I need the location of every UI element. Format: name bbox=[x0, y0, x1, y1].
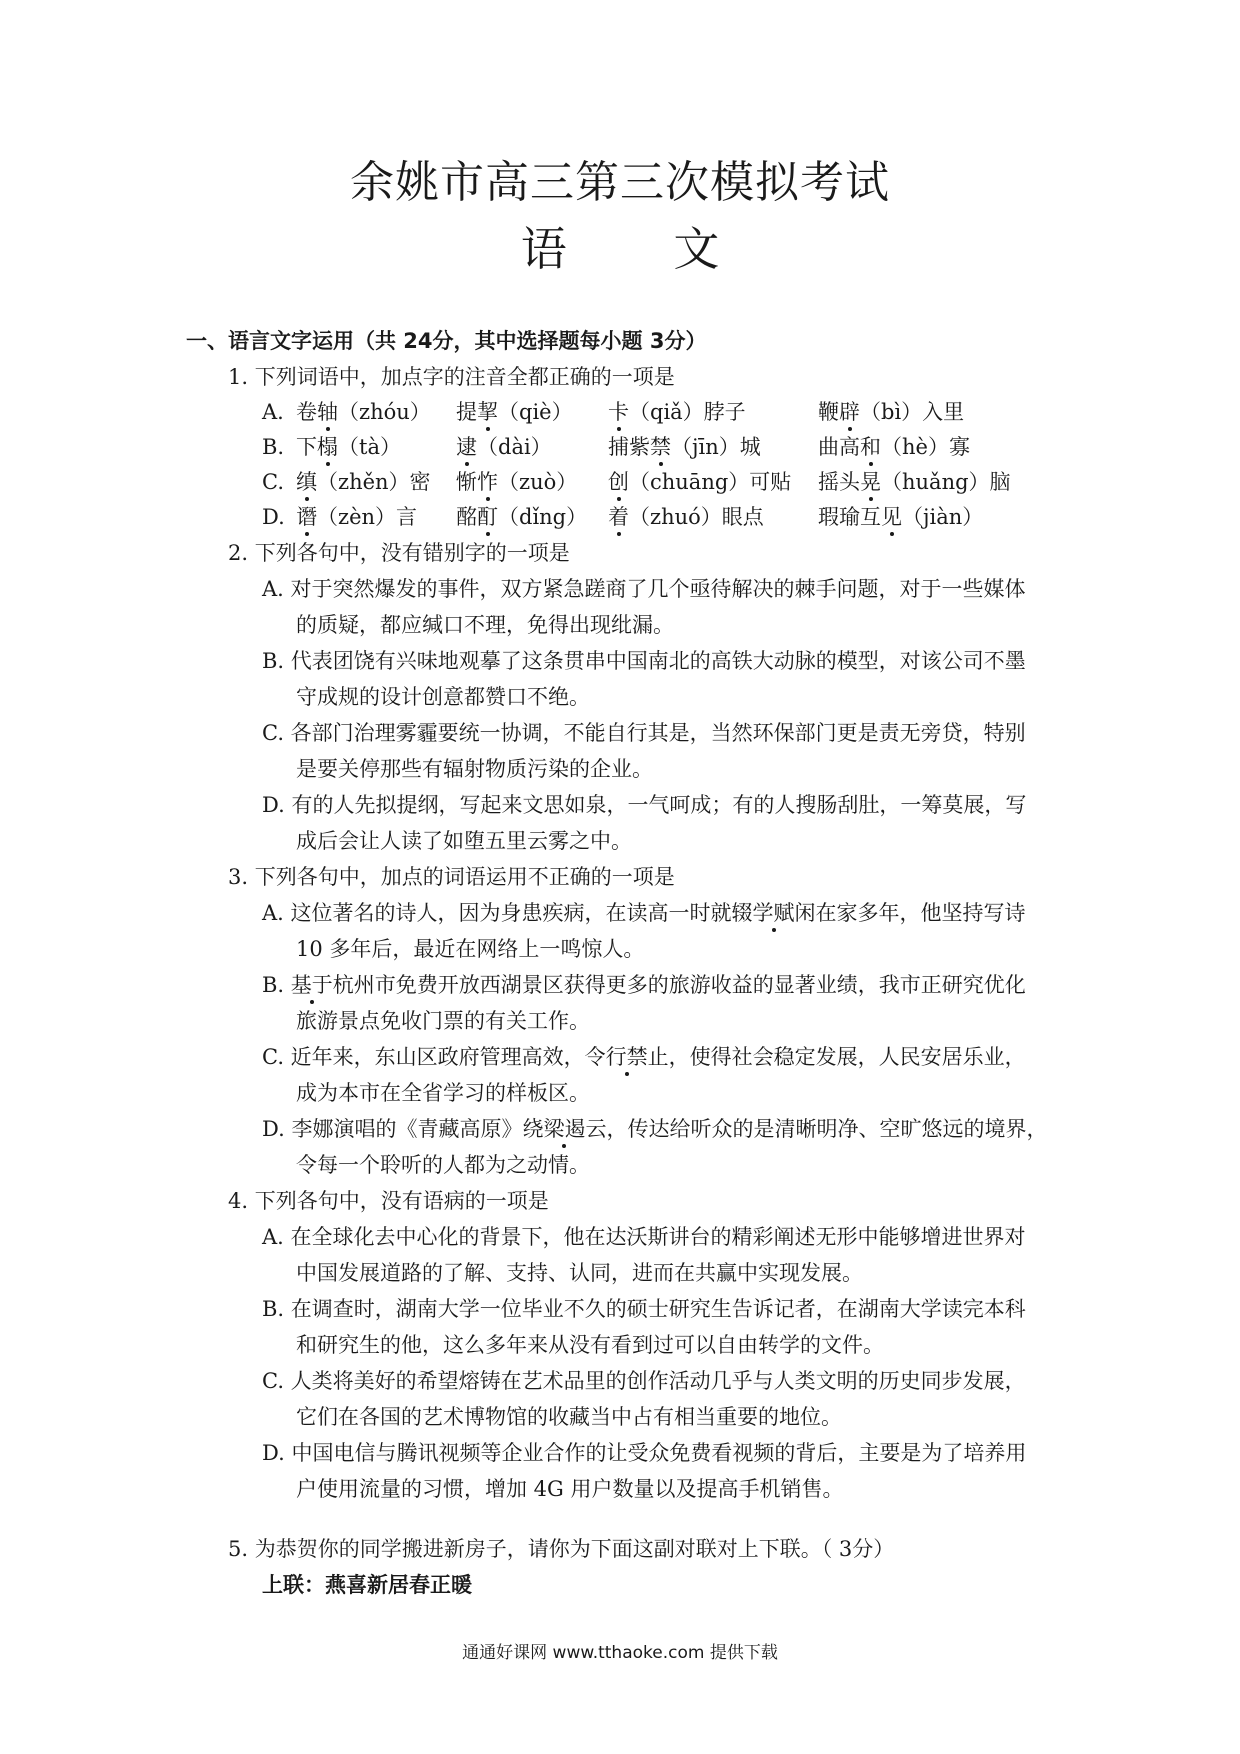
subject-char-2: 文 bbox=[673, 222, 720, 276]
q2-option-b: B. 代表团饶有兴味地观摹了这条贯串中国南北的高铁大动脉的模型，对该公司不墨 bbox=[262, 649, 1026, 673]
q4-option-a: A. 在全球化去中心化的背景下，他在达沃斯讲台的精彩阐述无形中能够增进世界对 bbox=[262, 1225, 1026, 1249]
q4-option-c: C. 人类将美好的希望熔铸在艺术品里的创作活动几乎与人类文明的历史同步发展， bbox=[262, 1369, 1026, 1393]
q1-word: 下榻（tà） bbox=[296, 432, 401, 462]
dotted-term: 辍学赋闲 bbox=[732, 901, 816, 925]
subject-char-1: 语 bbox=[520, 222, 567, 276]
q3-option-b: B. 基于杭州市免费开放西湖景区获得更多的旅游收益的显著业绩，我市正研究优化 bbox=[262, 970, 1026, 1000]
footer-source: 通通好课网 www.tthaoke.com 提供下载 bbox=[462, 1643, 778, 1663]
q2-option-c-cont: 是要关停那些有辐射物质污染的企业。 bbox=[296, 757, 653, 781]
q1-word: 卷轴（zhóu） bbox=[296, 397, 431, 427]
q1-option-label: B. bbox=[262, 435, 285, 459]
exam-title: 余姚市高三第三次模拟考试 bbox=[350, 157, 890, 208]
q1-word: 惭怍（zuò） bbox=[456, 467, 577, 497]
question-3-stem: 3. 下列各句中，加点的词语运用不正确的一项是 bbox=[228, 865, 675, 889]
upper-couplet: 上联：燕喜新居春正暖 bbox=[262, 1573, 472, 1597]
q1-word: 缜（zhěn）密 bbox=[296, 467, 431, 497]
q1-word: 曲高和（hè）寡 bbox=[818, 432, 970, 462]
q3-option-a-cont: 10 多年后，最近在网络上一鸣惊人。 bbox=[296, 937, 645, 961]
q3-option-d-cont: 令每一个聆听的人都为之动情。 bbox=[296, 1153, 590, 1177]
q1-word: 捕紫禁（jīn）城 bbox=[608, 432, 761, 462]
q1-option-label: D. bbox=[262, 505, 285, 529]
q4-option-c-cont: 它们在各国的艺术博物馆的收藏当中占有相当重要的地位。 bbox=[296, 1405, 842, 1429]
q3-option-a: A. 这位著名的诗人，因为身患疾病，在读高一时就辍学赋闲在家多年，他坚持写诗 bbox=[262, 898, 1026, 928]
q3-option-c: C. 近年来，东山区政府管理高效，令行禁止，使得社会稳定发展，人民安居乐业， bbox=[262, 1042, 1026, 1072]
q2-option-d-cont: 成后会让人读了如堕五里云雾之中。 bbox=[296, 829, 632, 853]
q4-option-b: B. 在调查时，湖南大学一位毕业不久的硕士研究生告诉记者，在湖南大学读完本科 bbox=[262, 1297, 1026, 1321]
q4-option-d-cont: 户使用流量的习惯，增加 4G 用户数量以及提高手机销售。 bbox=[296, 1477, 844, 1501]
q4-option-d: D. 中国电信与腾讯视频等企业合作的让受众免费看视频的背后，主要是为了培养用 bbox=[262, 1441, 1027, 1465]
q1-option-label: C. bbox=[262, 470, 284, 494]
q4-option-b-cont: 和研究生的他，这么多年来从没有看到过可以自由转学的文件。 bbox=[296, 1333, 884, 1357]
q1-word: 谮（zèn）言 bbox=[296, 502, 417, 532]
q3-option-b-cont: 旅游景点免收门票的有关工作。 bbox=[296, 1009, 590, 1033]
q3-option-c-cont: 成为本市在全省学习的样板区。 bbox=[296, 1081, 590, 1105]
q2-option-a: A. 对于突然爆发的事件，双方紧急蹉商了几个亟待解决的棘手问题，对于一些媒体 bbox=[262, 577, 1026, 601]
q1-word: 鞭辟（bì）入里 bbox=[818, 397, 964, 427]
question-5-stem: 5. 为恭贺你的同学搬进新房子，请你为下面这副对联对上下联。（ 3分） bbox=[228, 1537, 895, 1561]
dotted-term: 绕梁遏云 bbox=[522, 1117, 606, 1141]
q1-word: 逮（dài） bbox=[456, 432, 552, 462]
q1-word: 创（chuāng）可贴 bbox=[608, 467, 791, 497]
q1-word: 酩酊（dǐng） bbox=[456, 502, 587, 532]
question-1-stem: 1. 下列词语中，加点字的注音全都正确的一项是 bbox=[228, 365, 675, 389]
q1-word: 摇头晃（huǎng）脑 bbox=[818, 467, 1011, 497]
dotted-term: 基于 bbox=[291, 973, 333, 997]
q1-option-label: A. bbox=[262, 400, 284, 424]
q1-word: 卡（qiǎ）脖子 bbox=[608, 397, 746, 427]
section-heading: 一、语言文字运用（共 24分，其中选择题每小题 3分） bbox=[186, 329, 707, 353]
q2-option-d: D. 有的人先拟提纲，写起来文思如泉，一气呵成；有的人搜肠刮肚，一筹莫展，写 bbox=[262, 793, 1027, 817]
q2-option-c: C. 各部门治理雾霾要统一协调，不能自行其是，当然环保部门更是责无旁贷，特别 bbox=[262, 721, 1026, 745]
q1-word: 瑕瑜互见（jiàn） bbox=[818, 502, 983, 532]
q2-option-a-cont: 的质疑，都应缄口不理，免得出现纰漏。 bbox=[296, 613, 674, 637]
question-4-stem: 4. 下列各句中，没有语病的一项是 bbox=[228, 1189, 549, 1213]
q1-word: 着（zhuó）眼点 bbox=[608, 502, 764, 532]
subject-title bbox=[0, 220, 1240, 278]
q1-word: 提挈（qiè） bbox=[456, 397, 573, 427]
question-2-stem: 2. 下列各句中，没有错别字的一项是 bbox=[228, 541, 570, 565]
q2-option-b-cont: 守成规的设计创意都赞口不绝。 bbox=[296, 685, 590, 709]
q3-option-d: D. 李娜演唱的《青藏高原》绕梁遏云，传达给听众的是清晰明净、空旷悠远的境界， bbox=[262, 1114, 1047, 1144]
q4-option-a-cont: 中国发展道路的了解、支持、认同，进而在共赢中实现发展。 bbox=[296, 1261, 863, 1285]
dotted-term: 令行禁止 bbox=[585, 1045, 669, 1069]
